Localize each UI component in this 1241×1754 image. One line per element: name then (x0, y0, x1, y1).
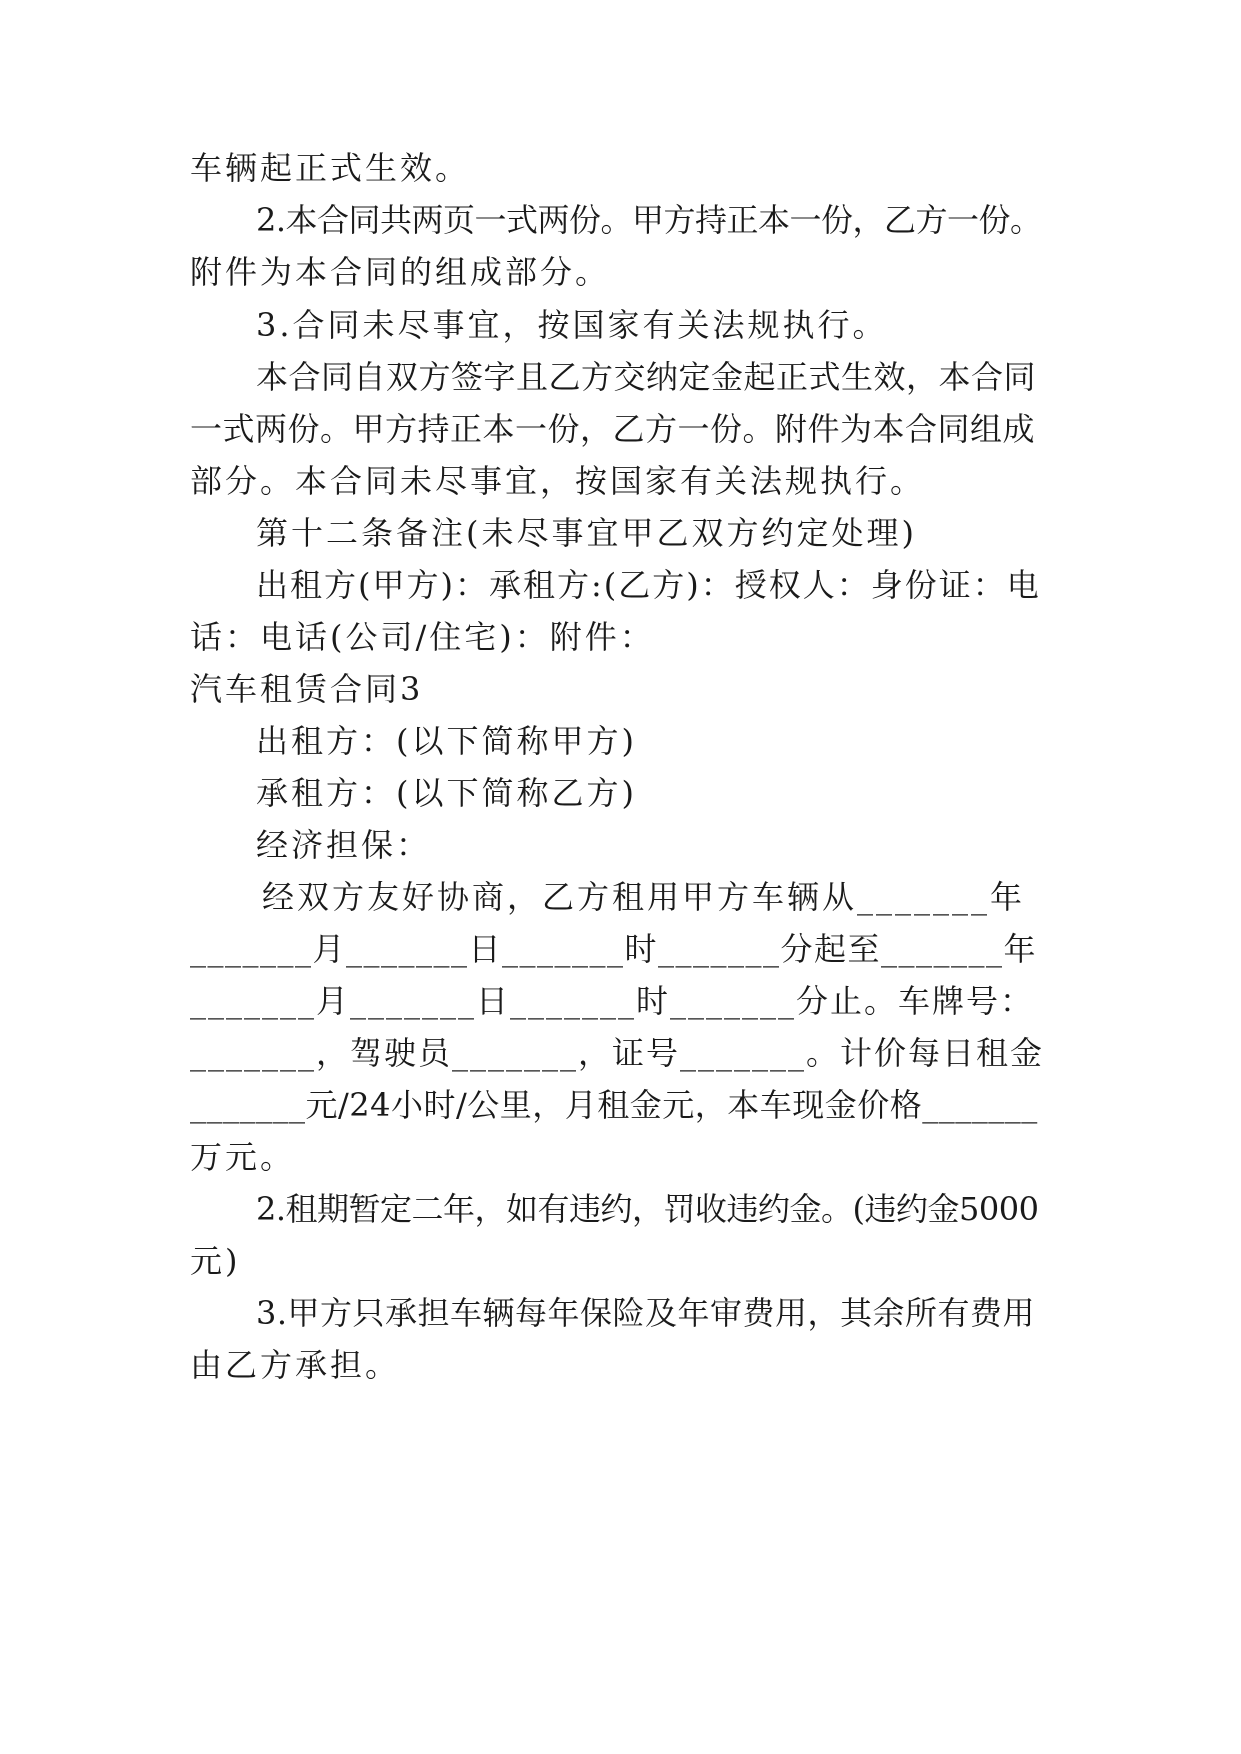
text-line: 3.甲方只承担车辆每年保险及年审费用，其余所有费用 (256, 1294, 1036, 1332)
text-line: 3.合同未尽事宜，按国家有关法规执行。 (256, 306, 888, 344)
text-line: 附件为本合同的组成部分。 (190, 253, 611, 291)
text-line: 出租方(甲方)：承租方:(乙方)：授权人：身份证：电 (256, 566, 1041, 604)
text-line: 出租方：(以下简称甲方) (256, 722, 637, 760)
text-line: 本合同自双方签字且乙方交纳定金起正式生效，本合同 (256, 358, 1037, 396)
text-line: 由乙方承担。 (190, 1346, 401, 1384)
text-line: 一式两份。甲方持正本一份，乙方一份。附件为本合同组成 (190, 410, 1036, 448)
section-title: 汽车租赁合同3 (190, 670, 424, 708)
text-line: _______元/24小时/公里，月租金元，本车现金价格_______ (190, 1086, 1038, 1124)
text-line: _______，驾驶员_______，证号_______。计价每日租金 (190, 1034, 1045, 1072)
text-line: 经济担保： (256, 826, 432, 864)
text-line: 部分。本合同未尽事宜，按国家有关法规执行。 (190, 462, 926, 500)
text-line: 第十二条备注(未尽事宜甲乙双方约定处理) (256, 514, 917, 552)
text-line: _______月_______日_______时_______分起至_______年 (190, 930, 1038, 968)
text-line: 话：电话(公司/住宅)：附件： (190, 618, 655, 656)
text-line: 2.本合同共两页一式两份。甲方持正本一份，乙方一份。 (256, 201, 1042, 239)
text-line: 车辆起正式生效。 (190, 149, 471, 187)
text-line: 承租方：(以下简称乙方) (256, 774, 637, 812)
text-line: 元) (190, 1242, 241, 1280)
text-line: _______月_______日_______时_______分止。车牌号： (190, 982, 1035, 1020)
text-line: 经双方友好协商，乙方租用甲方车辆从_______年 (262, 878, 1026, 916)
text-line: 2.租期暂定二年，如有违约，罚收违约金。(违约金5000 (256, 1190, 1039, 1228)
text-line: 万元。 (190, 1138, 296, 1176)
